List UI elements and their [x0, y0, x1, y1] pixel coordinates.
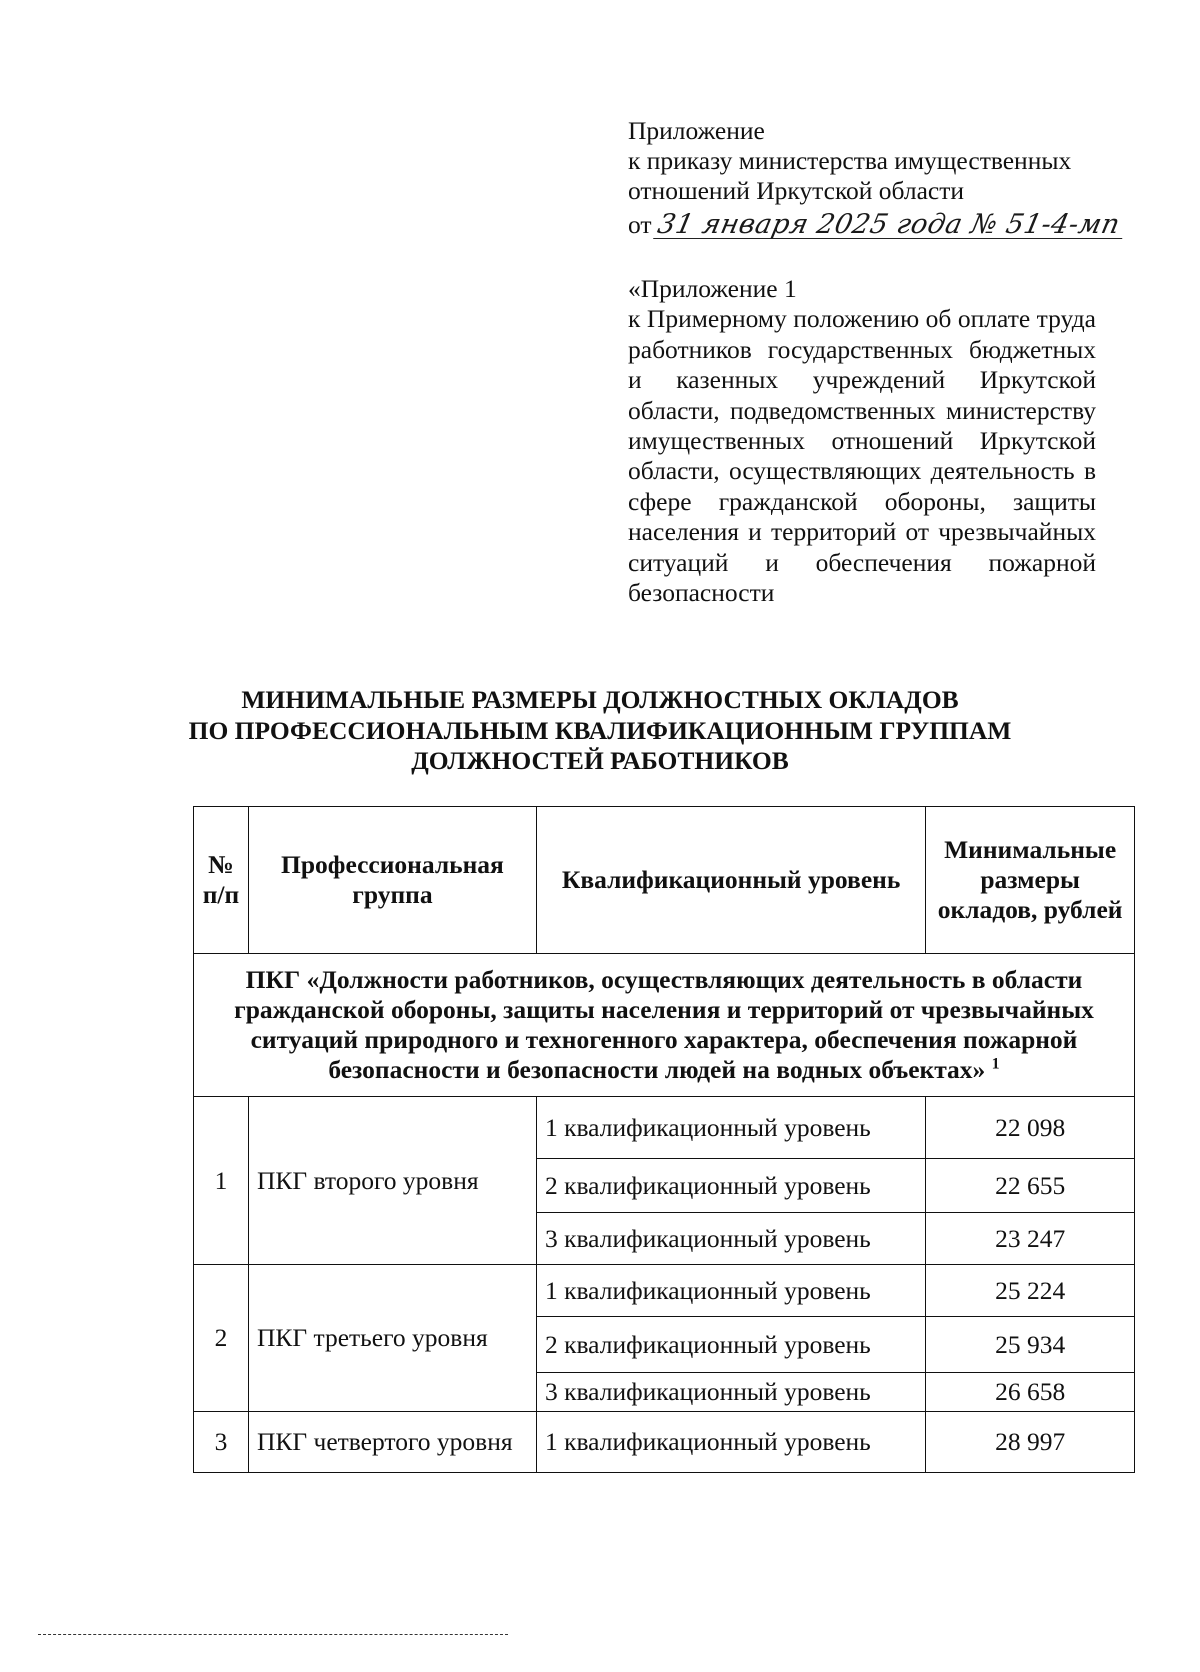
level-cell: 3 квалификационный уровень	[536, 1373, 925, 1412]
salary-cell: 22 098	[926, 1097, 1135, 1159]
level-cell: 2 квалификационный уровень	[536, 1317, 925, 1373]
section-row	[194, 954, 1135, 1097]
salary-cell: 22 655	[926, 1159, 1135, 1213]
salary-cell: 26 658	[926, 1373, 1135, 1412]
appendix1-text: к Примерному положению об оплате труда работников государственных бюджетных и казенных учреждений Иркутской области, подведомственных министерству имущественных отношений Иркутской области, осуществляющих деятельность в сфере гражданской обороны, защиты населения и территорий от чрезвычайных ситуаций и обеспечения пожарной безопасности	[628, 304, 1096, 608]
header-group: Профессиональная группа	[248, 807, 536, 954]
level-cell: 3 квалификационный уровень	[536, 1213, 925, 1265]
header-salary: Минимальные размеры окладов, рублей	[926, 807, 1135, 954]
level-cell: 2 квалификационный уровень	[536, 1159, 925, 1213]
salary-table	[193, 806, 1135, 1473]
appendix-header	[628, 116, 1123, 240]
level-cell: 1 квалификационный уровень	[536, 1097, 925, 1159]
appendix-label: Приложение	[628, 116, 765, 145]
header-num: № п/п	[194, 807, 249, 954]
row-num: 2	[194, 1265, 249, 1412]
table-row	[194, 1412, 1135, 1473]
group-name: ПКГ четвертого уровня	[248, 1412, 536, 1473]
header-level: Квалификационный уровень	[536, 807, 925, 954]
footnote-divider	[38, 1634, 508, 1635]
level-cell: 1 квалификационный уровень	[536, 1265, 925, 1317]
row-num: 3	[194, 1412, 249, 1473]
appendix1-block	[628, 274, 1096, 608]
table-row	[194, 1097, 1135, 1159]
salary-cell: 25 224	[926, 1265, 1135, 1317]
from-label: от	[628, 210, 652, 239]
salary-cell: 28 997	[926, 1412, 1135, 1473]
section-text: ПКГ «Должности работников, осуществляющих деятельность в области гражданской обороны, защиты населения и территорий от чрезвычайных ситуаций природного и техногенного характера, обеспечения пожарной безопасности и безопасности людей на водных объектах»	[234, 965, 1094, 1084]
page-title	[150, 685, 1050, 777]
row-num: 1	[194, 1097, 249, 1265]
appendix-ministry-line: отношений Иркутской области	[628, 176, 965, 205]
level-cell: 1 квалификационный уровень	[536, 1412, 925, 1473]
salary-cell: 25 934	[926, 1317, 1135, 1373]
appendix-date-line	[628, 209, 1123, 240]
table-header-row	[194, 807, 1135, 954]
salary-cell: 23 247	[926, 1213, 1135, 1265]
group-name: ПКГ второго уровня	[248, 1097, 536, 1265]
appendix-order-line: к приказу министерства имущественных	[628, 146, 1072, 175]
title-line-2: ПО ПРОФЕССИОНАЛЬНЫМ КВАЛИФИКАЦИОННЫМ ГРУППАМ	[188, 715, 1012, 745]
group-name: ПКГ третьего уровня	[248, 1265, 536, 1412]
section-title	[194, 954, 1135, 1097]
handwritten-date-signature: 31 января 2025 года № 51-4-мп	[653, 212, 1128, 239]
title-line-1: МИНИМАЛЬНЫЕ РАЗМЕРЫ ДОЛЖНОСТНЫХ ОКЛАДОВ	[241, 685, 959, 714]
footnote-mark: 1	[991, 1055, 1000, 1073]
title-line-3: ДОЛЖНОСТЕЙ РАБОТНИКОВ	[411, 746, 789, 775]
table-row	[194, 1265, 1135, 1317]
appendix1-title: «Приложение 1	[628, 274, 797, 303]
